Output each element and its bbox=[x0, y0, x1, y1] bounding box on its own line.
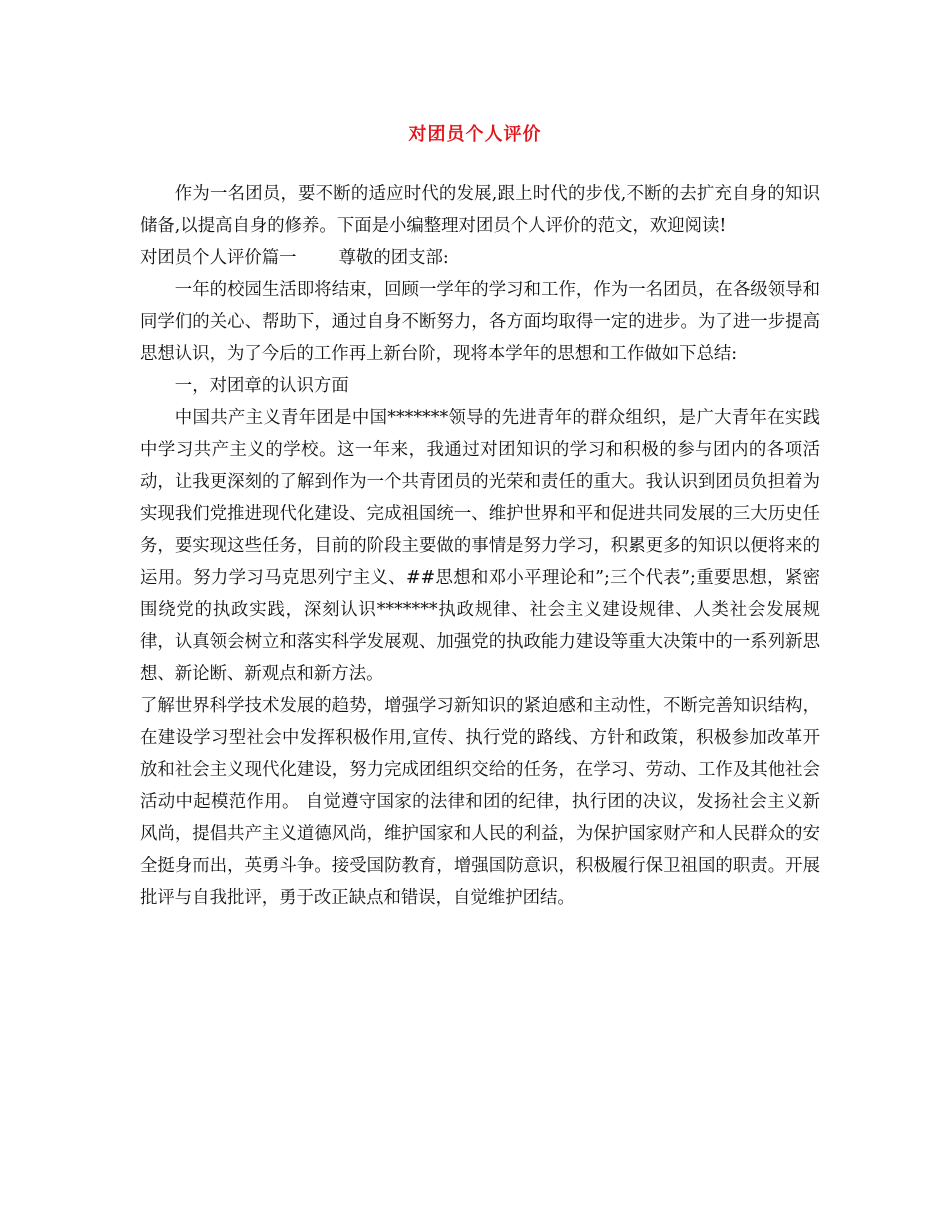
intro-paragraph: 作为一名团员，要不断的适应时代的发展,跟上时代的步伐,不断的去扩充自身的知识储备,以提高自身的修养。下面是小编整理对团员个人评价的范文，欢迎阅读! bbox=[140, 184, 820, 236]
salutation: 尊敬的团支部: bbox=[338, 248, 449, 268]
section-heading-title: 对团员个人评价篇一 bbox=[140, 248, 297, 268]
section-heading bbox=[140, 242, 820, 274]
document-title: 对团员个人评价 bbox=[408, 124, 542, 145]
body-paragraph-3: 了解世界科学技术发展的趋势，增强学习新知识的紧迫感和主动性，不断完善知识结构，在建设学习型社会中发挥积极作用,宣传、执行党的路线、方针和政策，积极参加改革开放和社会主义现代化建设，努力完成团组织交给的任务，在学习、劳动、工作及其他社会活动中起模范作用。 自觉遵守国家的法律和团的纪律，执行团的决议，发扬社会主义新风尚，提倡共产主义道德风尚，维护国家和人民的利益，为保护国家财产和人民群众的安全挺身而出，英勇斗争。接受国防教育，增强国防意识，积极履行保卫祖国的职责。开展批评与自我批评，勇于改正缺点和错误，自觉维护团结。 bbox=[140, 696, 820, 908]
document-body bbox=[140, 178, 820, 914]
body-paragraph-2: 中国共产主义青年团是中国*******领导的先进青年的群众组织，是广大青年在实践中学习共产主义的学校。这一年来，我通过对团知识的学习和积极的参与团内的各项活动，让我更深刻的了解到作为一个共青团员的光荣和责任的重大。我认识到团员负担着为实现我们党推进现代化建设、完成祖国统一、维护世界和平和促进共同发展的三大历史任务，要实现这些任务，目前的阶段主要做的事情是努力学习，积累更多的知识以便将来的运用。努力学习马克思列宁主义、##思想和邓小平理论和”;三个代表”;重要思想，紧密围绕党的执政实践，深刻认识*******执政规律、社会主义建设规律、人类社会发展规律，认真领会树立和落实科学发展观、加强党的执政能力建设等重大决策中的一系列新思想、新论断、新观点和新方法。 bbox=[140, 408, 820, 684]
subsection-heading: 一，对团章的认识方面 bbox=[174, 376, 349, 396]
body-paragraph-1: 一年的校园生活即将结束，回顾一学年的学习和工作，作为一名团员，在各级领导和同学们的关心、帮助下，通过自身不断努力，各方面均取得一定的进步。为了进一步提高思想认识，为了今后的工作再上新台阶，现将本学年的思想和工作做如下总结: bbox=[140, 280, 820, 364]
